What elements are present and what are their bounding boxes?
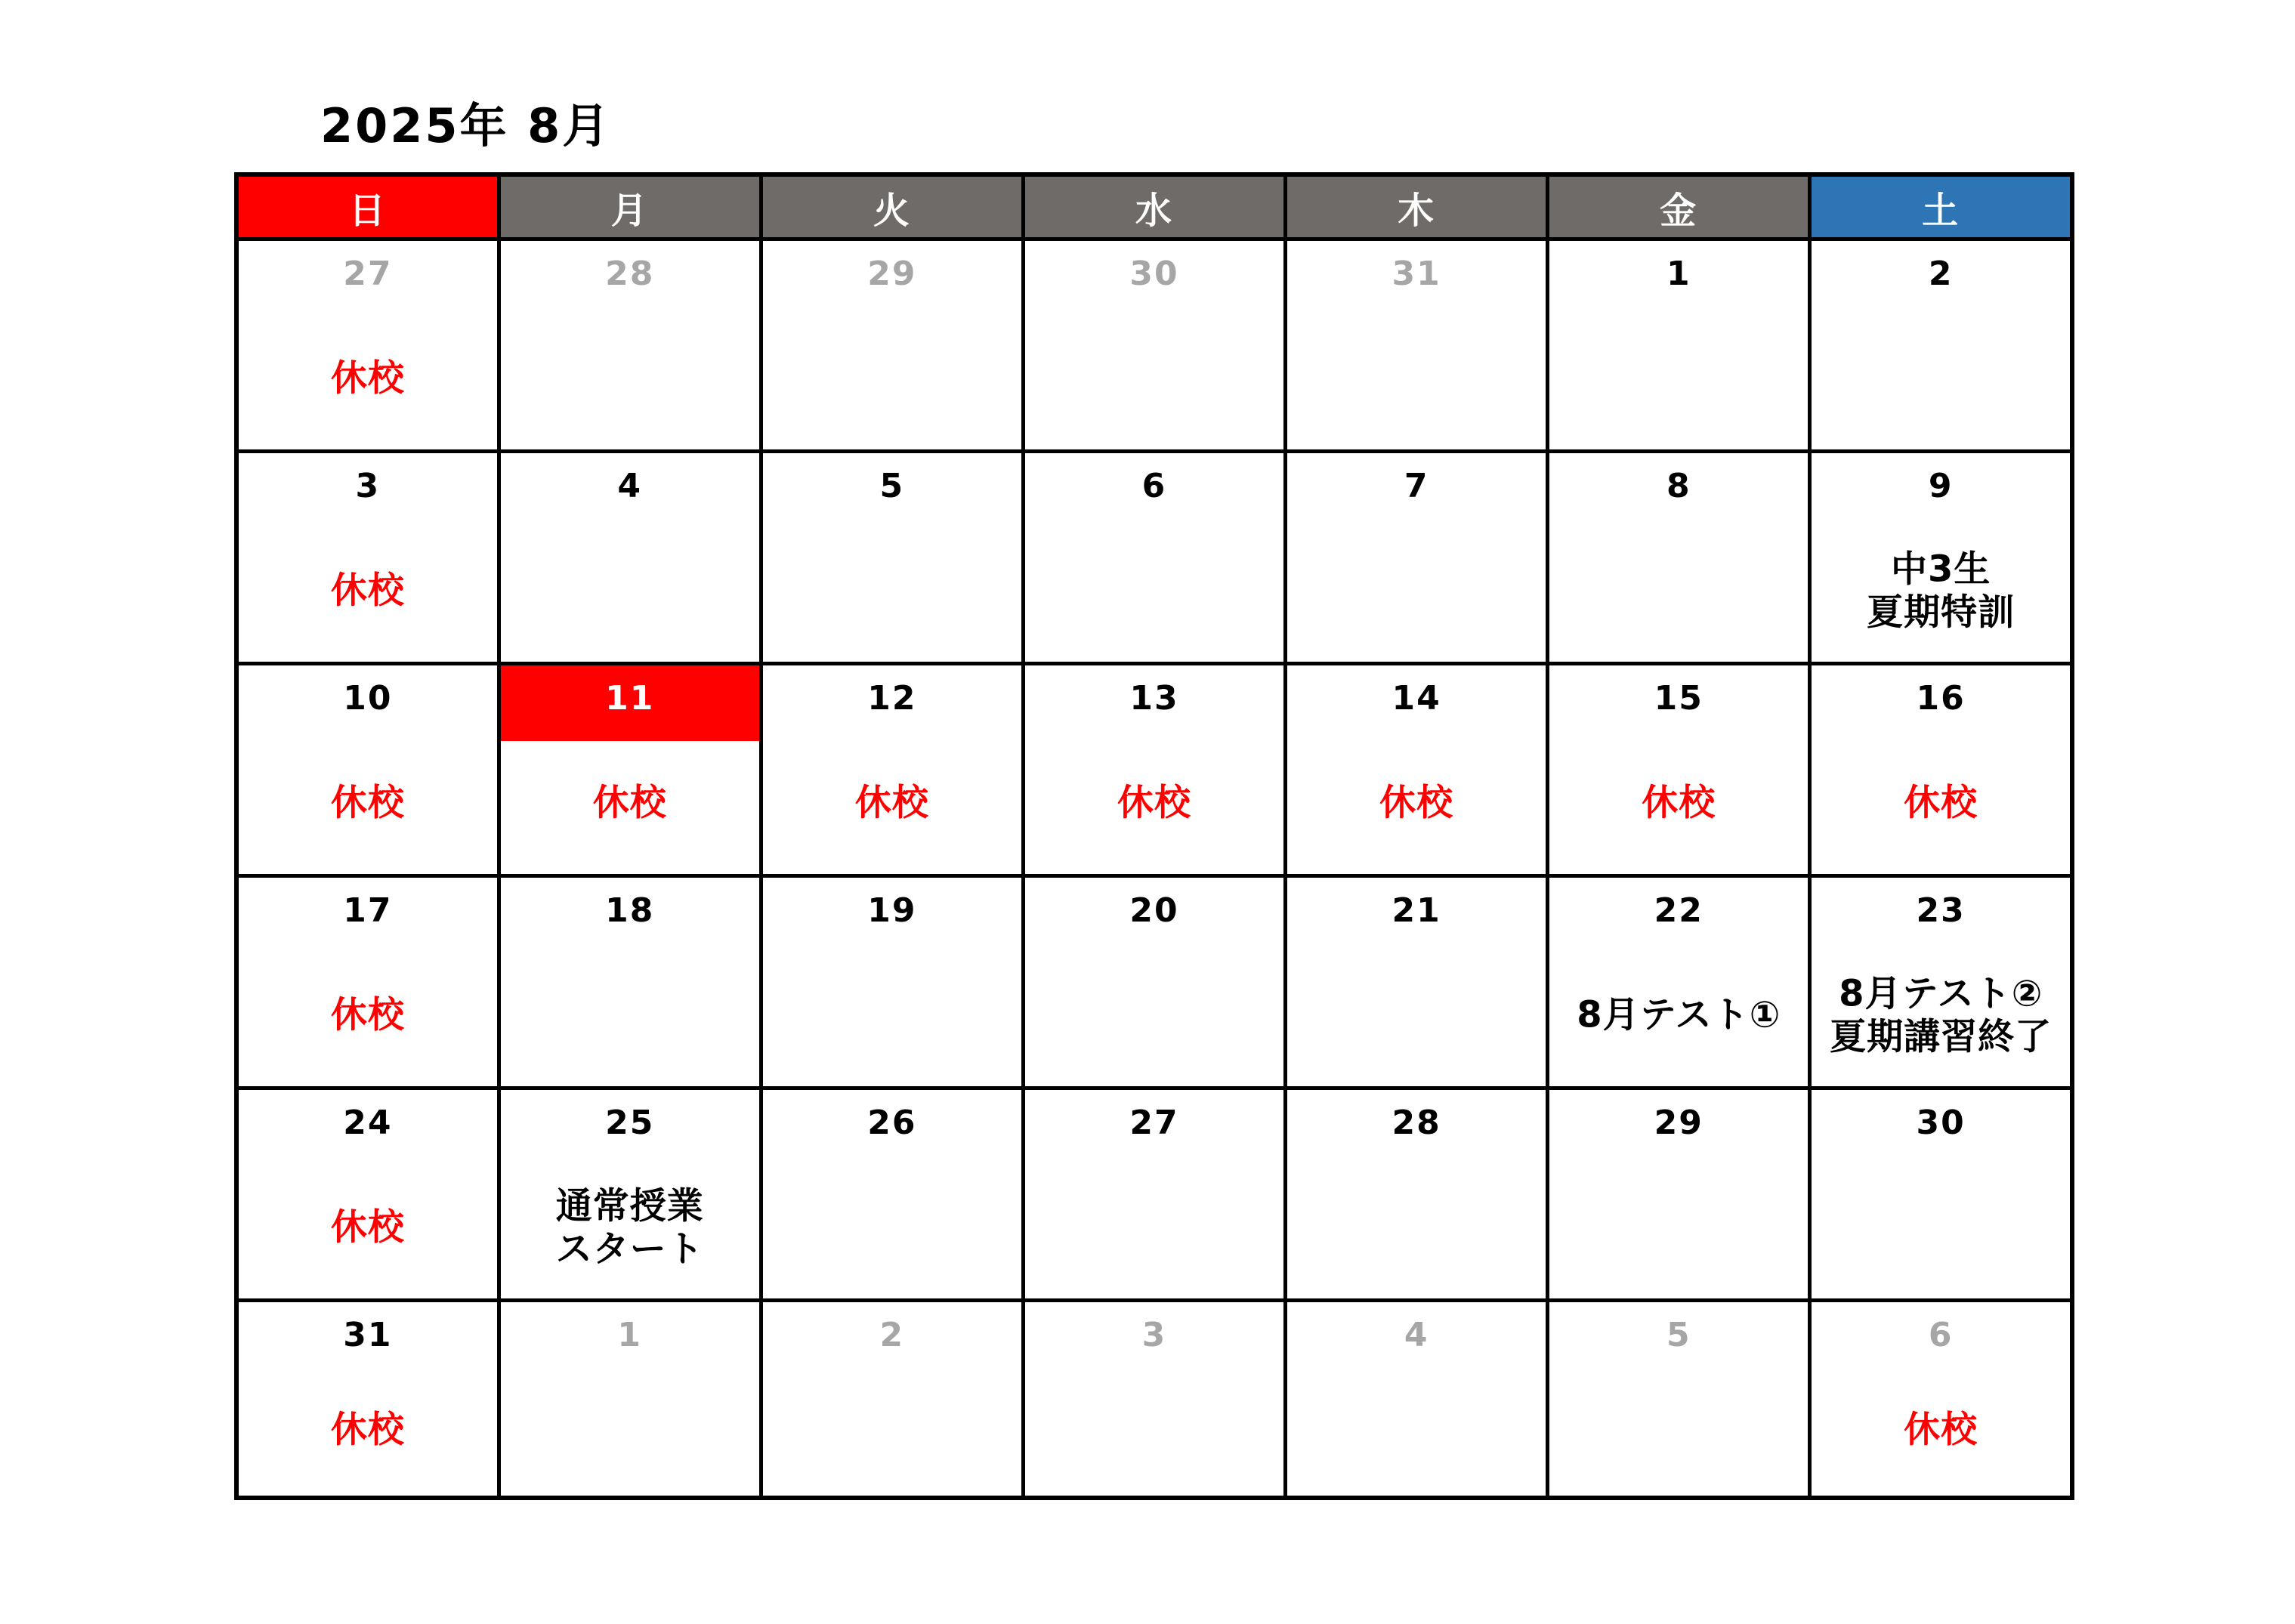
event-list	[239, 1206, 497, 1249]
day-cell	[236, 664, 499, 876]
event-list	[1025, 782, 1283, 825]
event-label: 休校	[854, 781, 929, 824]
day-cell	[1810, 664, 2072, 876]
date-number: 22	[1654, 891, 1703, 930]
date-number: 3	[355, 467, 381, 505]
event-list	[1549, 782, 1808, 825]
week-row	[236, 664, 2072, 876]
day-cell	[1548, 876, 1810, 1088]
day-cell	[499, 876, 761, 1088]
day-cell	[1286, 1088, 1548, 1301]
week-row	[236, 239, 2072, 452]
date-number: 21	[1392, 891, 1441, 930]
event-list	[239, 1409, 497, 1452]
day-cell	[1810, 1088, 2072, 1301]
day-cell	[499, 1301, 761, 1499]
day-cell	[499, 239, 761, 452]
day-cell	[499, 452, 761, 664]
date-number: 16	[1916, 679, 1966, 718]
date-number: 11	[605, 679, 655, 718]
day-cell	[1810, 239, 2072, 452]
day-cell	[1286, 664, 1548, 876]
date-number: 10	[343, 679, 393, 718]
date-number: 30	[1916, 1104, 1966, 1142]
date-number: 19	[867, 891, 917, 930]
event-label: 中3生	[1890, 548, 1991, 591]
event-label: 8月テスト②	[1839, 972, 2043, 1015]
calendar-header	[236, 174, 2072, 239]
day-cell	[761, 452, 1023, 664]
event-label: 休校	[592, 781, 667, 824]
day-cell	[236, 1088, 499, 1301]
date-number: 27	[343, 255, 393, 293]
event-list	[239, 357, 497, 400]
weekday-header-cell-weekday: 月	[499, 174, 761, 239]
event-label: 通常授業	[555, 1184, 704, 1227]
date-number: 26	[867, 1104, 917, 1142]
day-cell	[499, 1088, 761, 1301]
day-cell	[1548, 1301, 1810, 1499]
date-number: 2	[1928, 255, 1954, 293]
day-cell	[236, 876, 499, 1088]
event-label: 休校	[330, 1408, 405, 1451]
date-number: 29	[1654, 1104, 1703, 1142]
event-label: 休校	[1904, 781, 1978, 824]
day-cell	[236, 239, 499, 452]
week-row	[236, 1088, 2072, 1301]
event-label: 休校	[330, 569, 405, 612]
calendar-table	[234, 172, 2074, 1500]
date-number: 30	[1129, 255, 1179, 293]
day-cell	[1023, 876, 1285, 1088]
day-cell	[1548, 239, 1810, 452]
weekday-header-cell-weekday: 水	[1023, 174, 1285, 239]
day-cell	[1548, 664, 1810, 876]
event-label: 休校	[330, 993, 405, 1036]
date-number: 12	[867, 679, 917, 718]
date-number: 4	[617, 467, 643, 505]
date-number: 2	[879, 1316, 905, 1354]
date-number: 24	[343, 1104, 393, 1142]
weekday-header-row	[236, 174, 2072, 239]
day-cell	[1023, 1088, 1285, 1301]
day-cell	[1023, 1301, 1285, 1499]
date-number: 5	[1666, 1316, 1691, 1354]
event-label: 休校	[1904, 1408, 1978, 1451]
event-label: 夏期特訓	[1867, 591, 2015, 634]
weekday-header-cell-weekday: 木	[1286, 174, 1548, 239]
day-cell	[236, 1301, 499, 1499]
day-cell	[236, 452, 499, 664]
event-list	[1287, 782, 1546, 825]
event-list	[239, 994, 497, 1037]
event-list	[1812, 1409, 2070, 1452]
date-number: 6	[1928, 1316, 1954, 1354]
date-number: 20	[1129, 891, 1179, 930]
day-cell	[761, 1301, 1023, 1499]
date-number: 28	[1392, 1104, 1441, 1142]
event-list	[239, 782, 497, 825]
day-cell	[1286, 239, 1548, 452]
event-list	[1812, 973, 2070, 1058]
calendar-month-title: 2025年 8月	[320, 98, 612, 153]
day-cell	[761, 664, 1023, 876]
day-cell	[1286, 876, 1548, 1088]
day-cell	[499, 664, 761, 876]
day-cell	[1286, 452, 1548, 664]
day-cell	[1023, 239, 1285, 452]
event-list	[501, 782, 759, 825]
week-row	[236, 1301, 2072, 1499]
day-cell	[1810, 452, 2072, 664]
date-number: 15	[1654, 679, 1703, 718]
date-number: 31	[1392, 255, 1441, 293]
date-number: 18	[605, 891, 655, 930]
date-number: 31	[343, 1316, 393, 1354]
date-number: 23	[1916, 891, 1966, 930]
week-row	[236, 876, 2072, 1088]
day-cell	[761, 876, 1023, 1088]
week-row	[236, 452, 2072, 664]
date-number: 4	[1404, 1316, 1429, 1354]
event-list	[1549, 994, 1808, 1037]
day-cell	[1286, 1301, 1548, 1499]
event-label: 休校	[330, 357, 405, 400]
date-number: 5	[879, 467, 905, 505]
event-label: 8月テスト①	[1577, 993, 1781, 1036]
weekday-header-cell-weekday: 火	[761, 174, 1023, 239]
weekday-header-cell-saturday: 土	[1810, 174, 2072, 239]
event-list	[1812, 548, 2070, 634]
event-list	[763, 782, 1021, 825]
date-number: 9	[1928, 467, 1954, 505]
event-label: 休校	[330, 1206, 405, 1249]
event-label: 夏期講習終了	[1830, 1015, 2053, 1058]
date-number: 13	[1129, 679, 1179, 718]
event-label: 休校	[330, 781, 405, 824]
day-cell	[1548, 1088, 1810, 1301]
date-number: 28	[605, 255, 655, 293]
event-label: 休校	[1117, 781, 1191, 824]
date-number: 8	[1666, 467, 1691, 505]
date-number: 17	[343, 891, 393, 930]
day-cell	[1023, 664, 1285, 876]
date-number: 6	[1141, 467, 1167, 505]
event-list	[239, 570, 497, 613]
date-number: 27	[1129, 1104, 1179, 1142]
day-cell	[1810, 876, 2072, 1088]
weekday-header-cell-weekday: 金	[1548, 174, 1810, 239]
date-number: 1	[1666, 255, 1691, 293]
event-label: 休校	[1642, 781, 1716, 824]
calendar-body	[236, 239, 2072, 1499]
day-cell	[1548, 452, 1810, 664]
day-cell	[1810, 1301, 2072, 1499]
date-number: 7	[1404, 467, 1429, 505]
day-cell	[761, 1088, 1023, 1301]
date-number: 25	[605, 1104, 655, 1142]
day-cell	[761, 239, 1023, 452]
event-list	[1812, 782, 2070, 825]
event-label: スタート	[555, 1227, 704, 1270]
date-number: 1	[617, 1316, 643, 1354]
date-number: 14	[1392, 679, 1441, 718]
date-number: 29	[867, 255, 917, 293]
day-cell	[1023, 452, 1285, 664]
event-label: 休校	[1379, 781, 1454, 824]
date-number: 3	[1141, 1316, 1167, 1354]
event-list	[501, 1185, 759, 1270]
weekday-header-cell-sunday: 日	[236, 174, 499, 239]
